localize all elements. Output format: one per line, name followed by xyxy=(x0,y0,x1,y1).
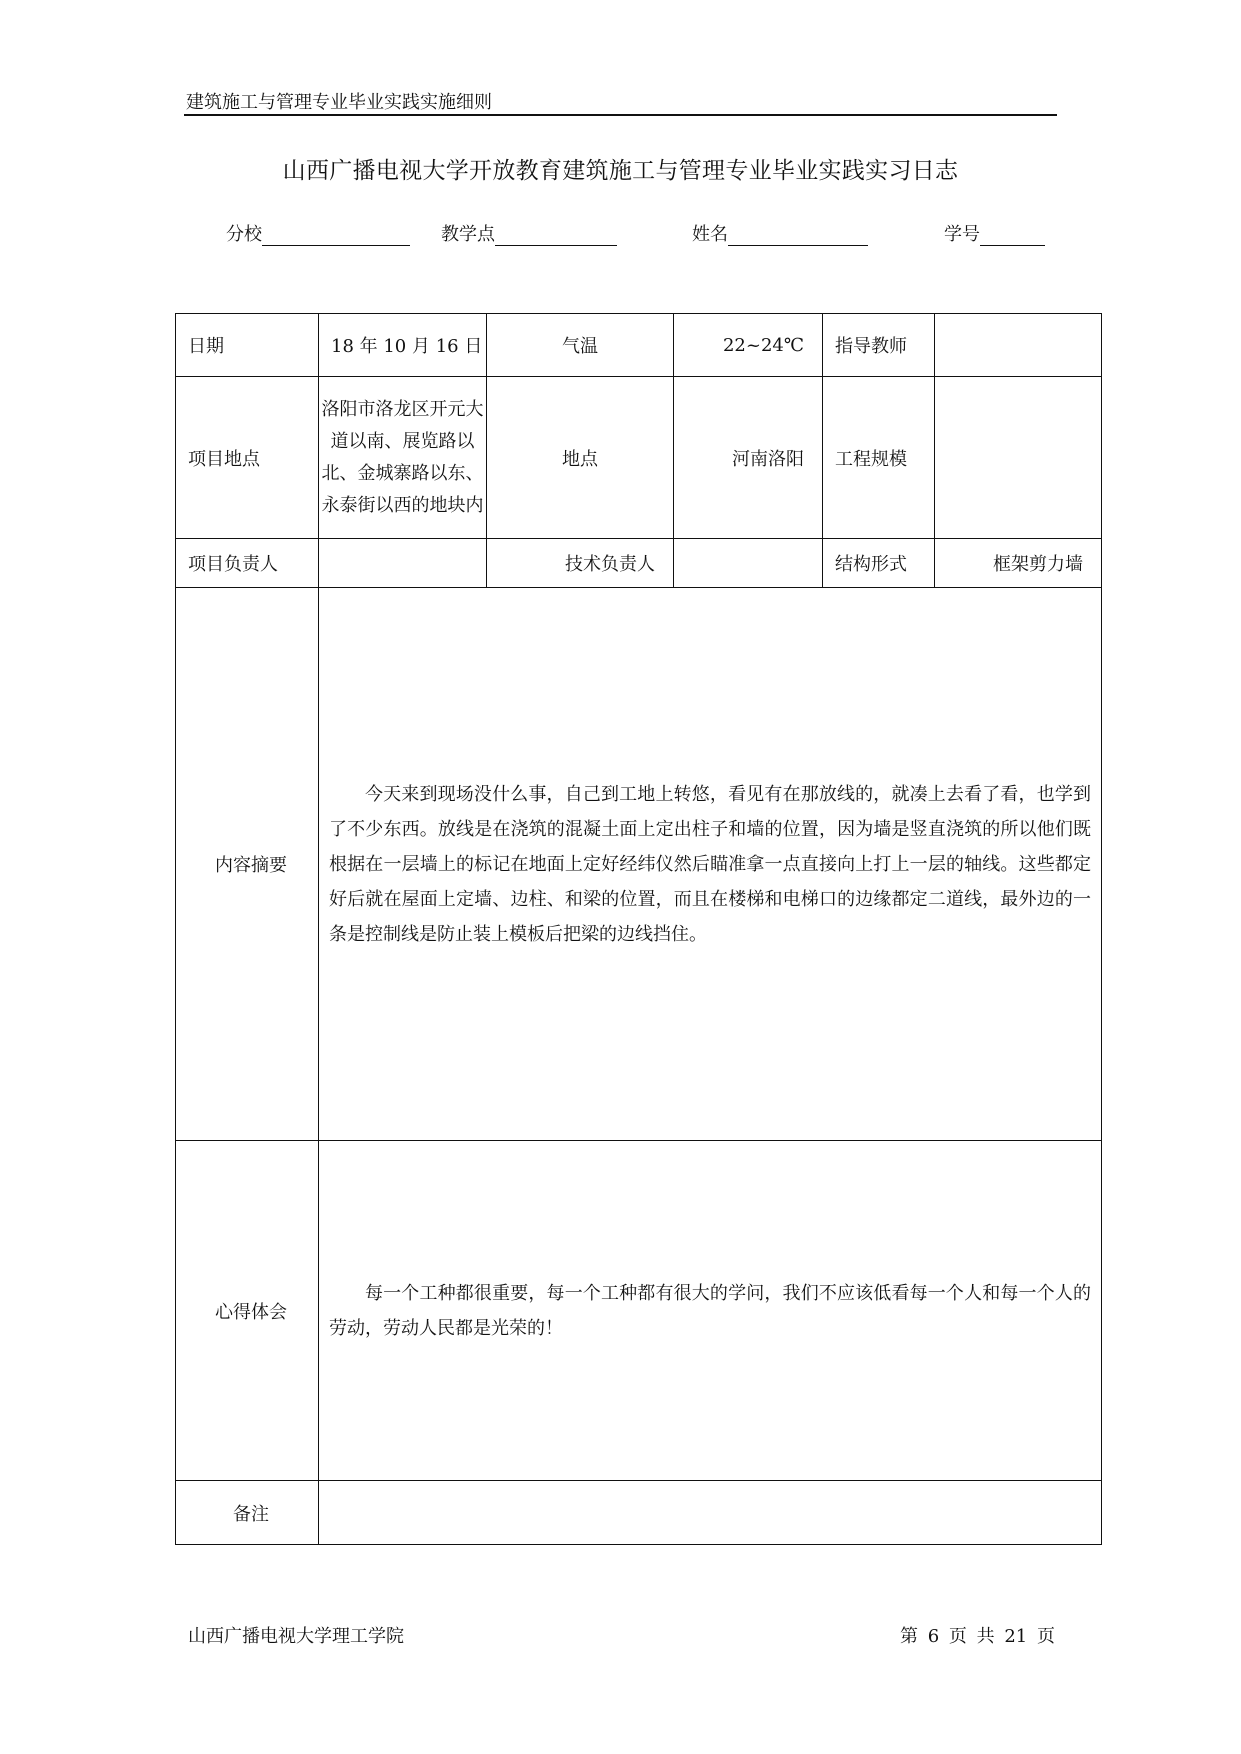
tech-value xyxy=(674,539,823,588)
temp-value: 22~24℃ xyxy=(674,314,823,377)
footer-institution: 山西广播电视大学理工学院 xyxy=(188,1626,404,1647)
date-value: 18 年 10 月 16 日 xyxy=(319,314,487,377)
table-row-date xyxy=(176,314,1102,377)
table-row-reflection xyxy=(176,1141,1102,1481)
name-blank xyxy=(728,225,868,246)
table-row-personnel xyxy=(176,539,1102,588)
student-id-label: 学号 xyxy=(944,224,980,245)
summary-label: 内容摘要 xyxy=(176,588,319,1141)
structure-label: 结构形式 xyxy=(823,539,935,588)
page-header: 建筑施工与管理专业毕业实践实施细则 xyxy=(186,92,492,113)
scale-value xyxy=(935,377,1102,539)
document-title: 山西广播电视大学开放教育建筑施工与管理专业毕业实践实习日志 xyxy=(282,158,959,184)
table-row-summary xyxy=(176,588,1102,1141)
student-id-field xyxy=(944,220,1045,246)
table-row-remarks xyxy=(176,1481,1102,1545)
name-label: 姓名 xyxy=(692,224,728,245)
tech-label: 技术负责人 xyxy=(487,539,674,588)
date-label: 日期 xyxy=(176,314,319,377)
name-field xyxy=(692,220,868,246)
instructor-label: 指导教师 xyxy=(823,314,935,377)
teaching-point-label: 教学点 xyxy=(441,224,495,245)
project-location-value: 洛阳市洛龙区开元大道以南、展览路以北、金城寨路以东、永泰街以西的地块内 xyxy=(319,377,487,539)
pm-label: 项目负责人 xyxy=(176,539,319,588)
instructor-value xyxy=(935,314,1102,377)
summary-cell xyxy=(319,588,1102,1141)
place-label: 地点 xyxy=(487,377,674,539)
summary-text: 今天来到现场没什么事，自己到工地上转悠，看见有在那放线的，就凑上去看了看，也学到了不少东西。放线是在浇筑的混凝土面上定出柱子和墙的位置，因为墙是竖直浇筑的所以他们既根据在一层墙上的标记在地面上定好经纬仪然后瞄准拿一点直接向上打上一层的轴线。这些都定好后就在屋面上定墙、边柱、和梁的位置，而且在楼梯和电梯口的边缘都定二道线，最外边的一条是控制线是防止装上模板后把梁的边线挡住。 xyxy=(329,783,1091,945)
teaching-point-field xyxy=(441,220,617,246)
student-id-blank xyxy=(980,225,1045,246)
table-row-location xyxy=(176,377,1102,539)
place-value: 河南洛阳 xyxy=(674,377,823,539)
scale-label: 工程规模 xyxy=(823,377,935,539)
practice-log-table xyxy=(175,313,1102,1545)
structure-value: 框架剪力墙 xyxy=(935,539,1102,588)
reflection-text: 每一个工种都很重要，每一个工种都有很大的学问，我们不应该低看每一个人和每一个人的劳动，劳动人民都是光荣的！ xyxy=(329,1282,1091,1339)
branch-blank xyxy=(262,225,410,246)
remarks-label: 备注 xyxy=(176,1481,319,1545)
reflection-cell xyxy=(319,1141,1102,1481)
reflection-label: 心得体会 xyxy=(176,1141,319,1481)
teaching-point-blank xyxy=(495,225,617,246)
footer-page-info: 第 6 页 共 21 页 xyxy=(900,1626,1055,1647)
temp-label: 气温 xyxy=(487,314,674,377)
pm-value xyxy=(319,539,487,588)
branch-label: 分校 xyxy=(226,224,262,245)
remarks-value xyxy=(319,1481,1102,1545)
header-rule xyxy=(184,114,1057,116)
branch-field xyxy=(226,220,410,246)
project-location-label: 项目地点 xyxy=(176,377,319,539)
